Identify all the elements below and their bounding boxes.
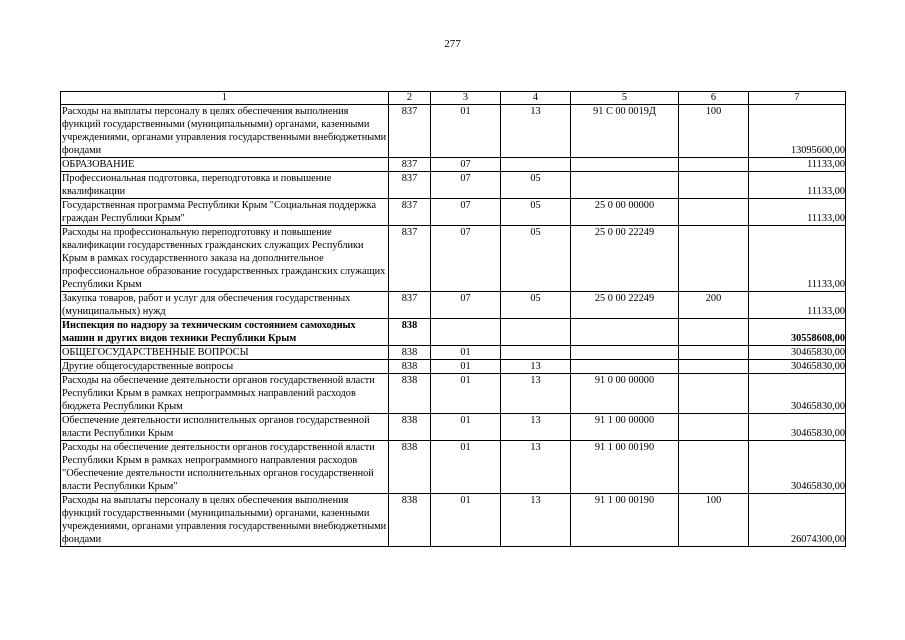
row-name-cell: Расходы на выплаты персоналу в целях обеспечения выполнения функций государственными (муниципальными) органами, казенными учреждениями, органами управления государственными внебюджетными фондами — [61, 105, 389, 158]
row-expense-type-cell — [679, 360, 749, 374]
row-subsection-cell: 05 — [501, 199, 571, 226]
row-name-cell: ОБРАЗОВАНИЕ — [61, 158, 389, 172]
row-name-cell: Обеспечение деятельности исполнительных органов государственной власти Республики Крым — [61, 414, 389, 441]
row-section-cell: 01 — [431, 360, 501, 374]
row-ved-cell: 838 — [389, 441, 431, 494]
row-name-cell: Расходы на обеспечение деятельности органов государственной власти Республики Крым в рамках непрограммных направлений расходов бюджета Республики Крым — [61, 374, 389, 414]
row-ved-cell: 838 — [389, 360, 431, 374]
row-section-cell: 07 — [431, 292, 501, 319]
table-row — [61, 292, 846, 319]
row-amount-cell: 30465830,00 — [749, 441, 846, 494]
row-name-cell: Расходы на обеспечение деятельности органов государственной власти Республики Крым в рамках непрограммного направления расходов "Обеспечение деятельности исполнительных органов государственной власти Республики Крым" — [61, 441, 389, 494]
row-target-article-cell: 91 1 00 00190 — [571, 494, 679, 547]
row-target-article-cell: 91 С 00 0019Д — [571, 105, 679, 158]
row-target-article-cell: 25 0 00 22249 — [571, 226, 679, 292]
row-target-article-cell — [571, 172, 679, 199]
row-name-cell: Профессиональная подготовка, переподготовка и повышение квалификации — [61, 172, 389, 199]
row-expense-type-cell — [679, 158, 749, 172]
row-name-cell: Расходы на профессиональную переподготовку и повышение квалификации государственных гражданских служащих Республики Крым в рамках государственного заказа на дополнительное профессиональное образование государственных гражданских служащих Республики Крым — [61, 226, 389, 292]
row-ved-cell: 837 — [389, 292, 431, 319]
row-ved-cell: 838 — [389, 414, 431, 441]
row-name-cell: Расходы на выплаты персоналу в целях обеспечения выполнения функций государственными (муниципальными) органами, казенными учреждениями, органами управления государственными внебюджетными фондами — [61, 494, 389, 547]
row-subsection-cell: 13 — [501, 441, 571, 494]
row-expense-type-cell — [679, 226, 749, 292]
row-section-cell — [431, 319, 501, 346]
row-expense-type-cell — [679, 199, 749, 226]
row-subsection-cell: 13 — [501, 360, 571, 374]
row-ved-cell: 837 — [389, 158, 431, 172]
table-header-row — [61, 92, 846, 105]
row-name-cell: Закупка товаров, работ и услуг для обеспечения государственных (муниципальных) нужд — [61, 292, 389, 319]
row-amount-cell: 11133,00 — [749, 158, 846, 172]
column-header: 6 — [679, 92, 749, 105]
table-row — [61, 346, 846, 360]
row-amount-cell: 30465830,00 — [749, 414, 846, 441]
row-target-article-cell — [571, 319, 679, 346]
column-header: 1 — [61, 92, 389, 105]
row-expense-type-cell — [679, 441, 749, 494]
table-row — [61, 414, 846, 441]
row-amount-cell: 13095600,00 — [749, 105, 846, 158]
table-row — [61, 105, 846, 158]
budget-table — [60, 91, 846, 547]
row-section-cell: 07 — [431, 172, 501, 199]
row-section-cell: 01 — [431, 414, 501, 441]
row-name-cell: Государственная программа Республики Крым "Социальная поддержка граждан Республики Крым" — [61, 199, 389, 226]
row-expense-type-cell — [679, 172, 749, 199]
column-header: 5 — [571, 92, 679, 105]
table-row — [61, 494, 846, 547]
row-expense-type-cell: 100 — [679, 105, 749, 158]
row-amount-cell: 11133,00 — [749, 199, 846, 226]
row-subsection-cell: 13 — [501, 105, 571, 158]
row-target-article-cell — [571, 346, 679, 360]
row-section-cell: 07 — [431, 226, 501, 292]
row-section-cell: 01 — [431, 441, 501, 494]
row-expense-type-cell: 200 — [679, 292, 749, 319]
row-target-article-cell: 25 0 00 22249 — [571, 292, 679, 319]
row-amount-cell: 11133,00 — [749, 172, 846, 199]
row-amount-cell: 11133,00 — [749, 292, 846, 319]
column-header: 3 — [431, 92, 501, 105]
table-row — [61, 441, 846, 494]
column-header: 4 — [501, 92, 571, 105]
row-target-article-cell — [571, 158, 679, 172]
table-row — [61, 158, 846, 172]
table-row — [61, 319, 846, 346]
row-expense-type-cell — [679, 346, 749, 360]
row-section-cell: 01 — [431, 494, 501, 547]
column-header: 2 — [389, 92, 431, 105]
row-section-cell: 01 — [431, 346, 501, 360]
row-amount-cell: 26074300,00 — [749, 494, 846, 547]
row-expense-type-cell — [679, 374, 749, 414]
row-ved-cell: 837 — [389, 226, 431, 292]
row-ved-cell: 838 — [389, 374, 431, 414]
table-row — [61, 374, 846, 414]
row-subsection-cell: 05 — [501, 226, 571, 292]
row-subsection-cell: 05 — [501, 172, 571, 199]
row-name-cell: Другие общегосударственные вопросы — [61, 360, 389, 374]
row-section-cell: 07 — [431, 199, 501, 226]
row-amount-cell: 30465830,00 — [749, 360, 846, 374]
column-header: 7 — [749, 92, 846, 105]
row-ved-cell: 838 — [389, 319, 431, 346]
row-ved-cell: 837 — [389, 105, 431, 158]
row-ved-cell: 838 — [389, 346, 431, 360]
row-subsection-cell — [501, 319, 571, 346]
row-target-article-cell: 91 1 00 00190 — [571, 441, 679, 494]
row-section-cell: 01 — [431, 105, 501, 158]
row-expense-type-cell: 100 — [679, 494, 749, 547]
row-name-cell: Инспекция по надзору за техническим состоянием самоходных машин и других видов техники Республики Крым — [61, 319, 389, 346]
table-row — [61, 226, 846, 292]
row-subsection-cell — [501, 158, 571, 172]
row-subsection-cell: 05 — [501, 292, 571, 319]
row-subsection-cell — [501, 346, 571, 360]
row-amount-cell: 30465830,00 — [749, 374, 846, 414]
row-ved-cell: 838 — [389, 494, 431, 547]
row-amount-cell: 30465830,00 — [749, 346, 846, 360]
table-row — [61, 199, 846, 226]
row-target-article-cell: 91 0 00 00000 — [571, 374, 679, 414]
row-target-article-cell — [571, 360, 679, 374]
row-name-cell: ОБЩЕГОСУДАРСТВЕННЫЕ ВОПРОСЫ — [61, 346, 389, 360]
row-subsection-cell: 13 — [501, 374, 571, 414]
row-ved-cell: 837 — [389, 199, 431, 226]
row-expense-type-cell — [679, 414, 749, 441]
row-expense-type-cell — [679, 319, 749, 346]
row-target-article-cell: 25 0 00 00000 — [571, 199, 679, 226]
row-subsection-cell: 13 — [501, 414, 571, 441]
table-row — [61, 172, 846, 199]
row-subsection-cell: 13 — [501, 494, 571, 547]
table-row — [61, 360, 846, 374]
row-target-article-cell: 91 1 00 00000 — [571, 414, 679, 441]
row-amount-cell: 30558608,00 — [749, 319, 846, 346]
row-ved-cell: 837 — [389, 172, 431, 199]
row-section-cell: 07 — [431, 158, 501, 172]
row-section-cell: 01 — [431, 374, 501, 414]
row-amount-cell: 11133,00 — [749, 226, 846, 292]
page-number: 277 — [444, 38, 461, 50]
